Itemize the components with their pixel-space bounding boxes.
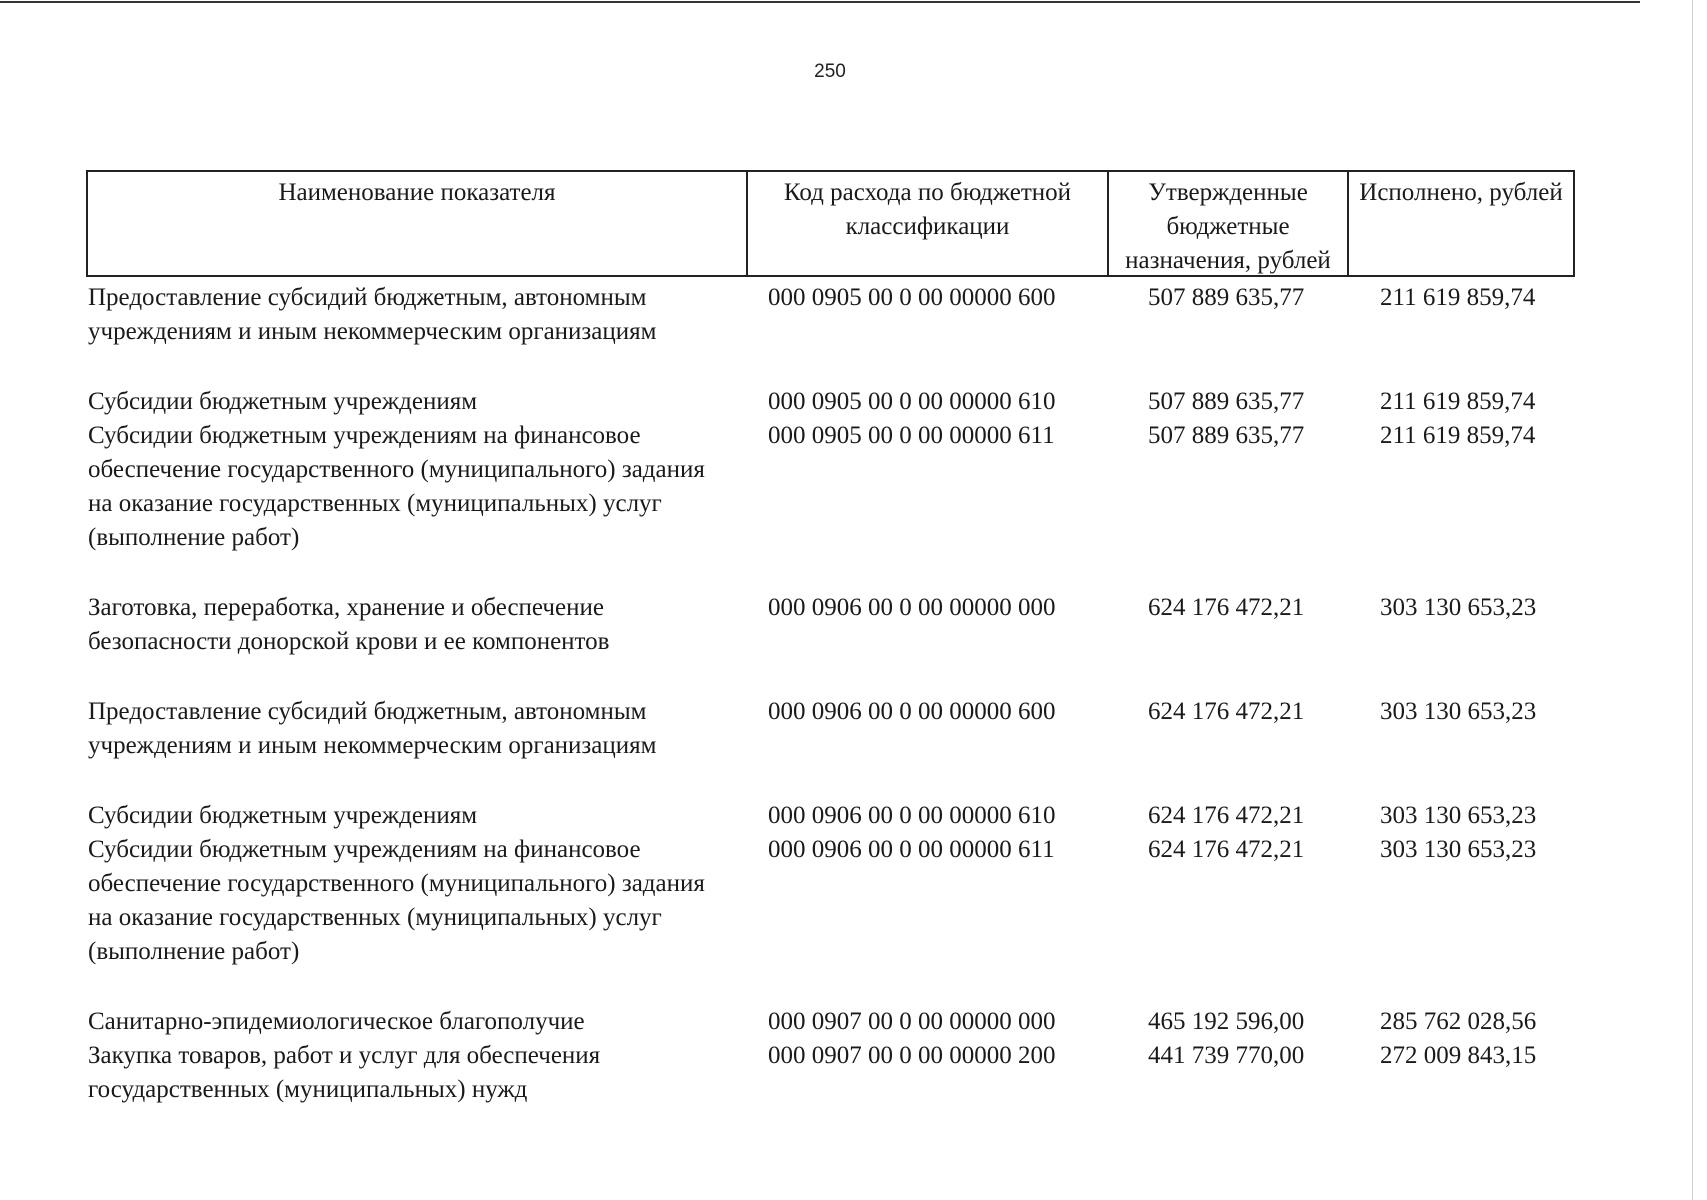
table-row <box>88 281 1588 385</box>
row-code: 000 0906 00 0 00 00000 000 <box>768 594 1056 621</box>
row-approved: 624 176 472,21 <box>1148 594 1305 621</box>
table-row <box>88 799 1588 833</box>
row-code: 000 0906 00 0 00 00000 610 <box>768 802 1056 829</box>
header-executed: Исполнено, рублей <box>1359 179 1563 206</box>
row-name: Субсидии бюджетным учреждениям на финансовое обеспечение государственного (муниципального) задания на оказание государственных (муниципальных) услуг (выполнение работ) <box>88 422 705 551</box>
row-executed: 303 130 653,23 <box>1380 594 1537 621</box>
row-approved: 624 176 472,21 <box>1148 836 1305 863</box>
page-number: 250 <box>814 61 846 82</box>
row-approved: 624 176 472,21 <box>1148 802 1305 829</box>
row-approved: 441 739 770,00 <box>1148 1042 1305 1069</box>
row-approved: 507 889 635,77 <box>1148 388 1305 415</box>
row-name: Субсидии бюджетным учреждениям <box>88 388 478 415</box>
row-executed: 211 619 859,74 <box>1380 422 1536 449</box>
header-name: Наименование показателя <box>88 172 748 275</box>
row-executed: 303 130 653,23 <box>1380 698 1537 725</box>
row-executed: 285 762 028,56 <box>1380 1008 1537 1035</box>
table-row <box>88 419 1588 591</box>
row-approved: 465 192 596,00 <box>1148 1008 1305 1035</box>
row-code: 000 0907 00 0 00 00000 200 <box>768 1042 1056 1069</box>
row-code: 000 0907 00 0 00 00000 000 <box>768 1008 1056 1035</box>
row-executed: 303 130 653,23 <box>1380 802 1537 829</box>
header-code: Код расхода по бюджетной классификации <box>748 172 1109 275</box>
row-executed: 211 619 859,74 <box>1380 388 1536 415</box>
row-executed: 272 009 843,15 <box>1380 1042 1537 1069</box>
table-row <box>88 385 1588 419</box>
table-row <box>88 1039 1588 1107</box>
row-name: Предоставление субсидий бюджетным, автономным учреждениям и иным некоммерческим организациям <box>88 698 657 759</box>
table-row <box>88 695 1588 799</box>
row-approved: 507 889 635,77 <box>1148 284 1305 311</box>
header-approved: Утвержденные бюджетные назначения, рублей <box>1109 172 1349 275</box>
row-code: 000 0906 00 0 00 00000 600 <box>768 698 1056 725</box>
row-approved: 507 889 635,77 <box>1148 422 1305 449</box>
row-code: 000 0906 00 0 00 00000 611 <box>768 836 1055 863</box>
row-name: Заготовка, переработка, хранение и обеспечение безопасности донорской крови и ее компонентов <box>88 594 610 655</box>
row-executed: 303 130 653,23 <box>1380 836 1537 863</box>
row-code: 000 0905 00 0 00 00000 600 <box>768 284 1056 311</box>
row-name: Закупка товаров, работ и услуг для обеспечения государственных (муниципальных) нужд <box>88 1042 601 1103</box>
table-row <box>88 1005 1588 1039</box>
table-row <box>88 591 1588 695</box>
top-rule <box>0 1 1640 3</box>
table-header <box>86 170 1575 277</box>
row-name: Санитарно-эпидемиологическое благополучие <box>88 1008 585 1035</box>
row-code: 000 0905 00 0 00 00000 610 <box>768 388 1056 415</box>
row-code: 000 0905 00 0 00 00000 611 <box>768 422 1055 449</box>
row-executed: 211 619 859,74 <box>1380 284 1536 311</box>
page-edge <box>1692 0 1693 1200</box>
row-name: Субсидии бюджетным учреждениям <box>88 802 478 829</box>
row-approved: 624 176 472,21 <box>1148 698 1305 725</box>
table-row <box>88 833 1588 1005</box>
row-name: Субсидии бюджетным учреждениям на финансовое обеспечение государственного (муниципального) задания на оказание государственных (муниципальных) услуг (выполнение работ) <box>88 836 705 965</box>
table-body <box>88 281 1588 1107</box>
row-name: Предоставление субсидий бюджетным, автономным учреждениям и иным некоммерческим организациям <box>88 284 657 345</box>
